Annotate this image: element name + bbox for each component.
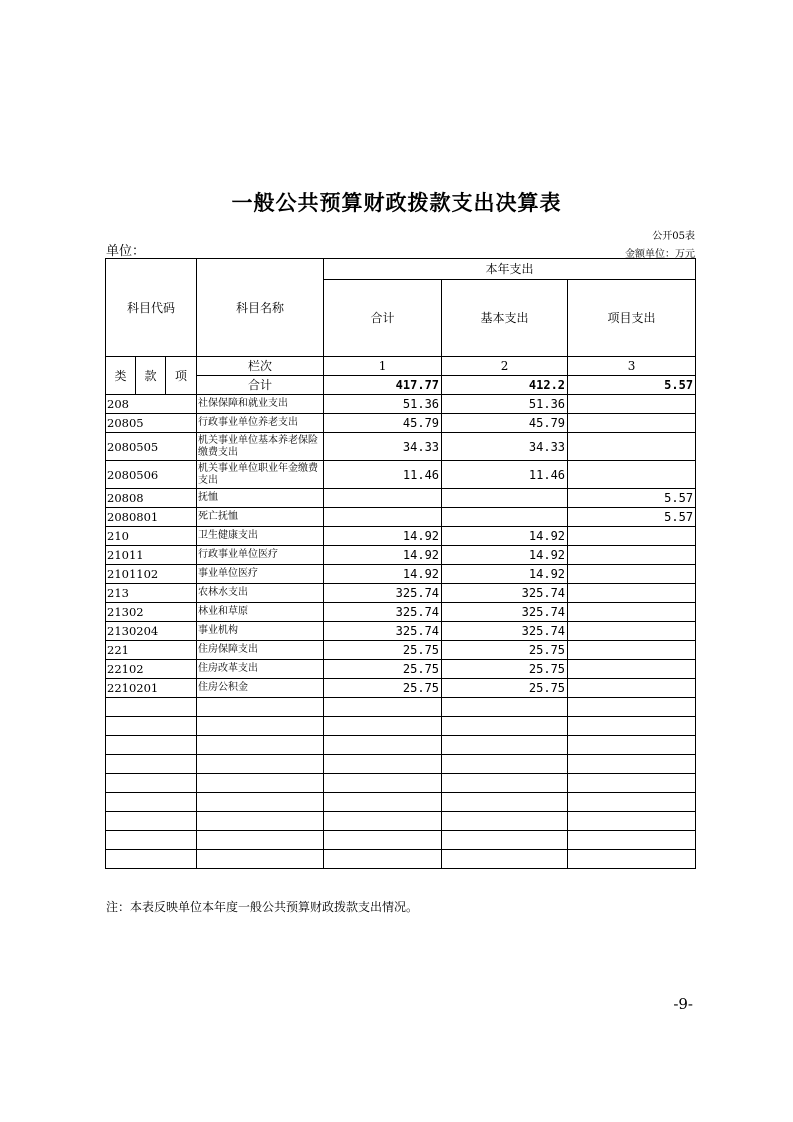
row-basic: 14.92 <box>442 546 568 565</box>
row-project <box>568 698 696 717</box>
row-basic: 51.36 <box>442 395 568 414</box>
row-project <box>568 414 696 433</box>
row-code <box>106 831 197 850</box>
row-name <box>197 698 324 717</box>
row-project <box>568 584 696 603</box>
row-code <box>106 755 197 774</box>
row-total <box>324 736 442 755</box>
row-total <box>324 698 442 717</box>
row-basic: 25.75 <box>442 660 568 679</box>
row-total <box>324 508 442 527</box>
row-project <box>568 527 696 546</box>
row-name: 住房保障支出 <box>197 641 324 660</box>
row-code <box>106 812 197 831</box>
row-code: 20808 <box>106 489 197 508</box>
row-total <box>324 831 442 850</box>
row-total: 325.74 <box>324 603 442 622</box>
row-name <box>197 831 324 850</box>
row-total <box>324 793 442 812</box>
row-name: 行政事业单位养老支出 <box>197 414 324 433</box>
current-year-header: 本年支出 <box>324 259 696 280</box>
row-basic <box>442 755 568 774</box>
row-total: 14.92 <box>324 565 442 584</box>
row-project <box>568 717 696 736</box>
row-basic: 325.74 <box>442 584 568 603</box>
row-name <box>197 793 324 812</box>
row-basic: 325.74 <box>442 622 568 641</box>
row-name <box>197 774 324 793</box>
table-row <box>106 641 696 660</box>
row-name <box>197 736 324 755</box>
row-basic: 34.33 <box>442 433 568 461</box>
basic-header: 基本支出 <box>442 280 568 357</box>
row-code: 2080506 <box>106 461 197 489</box>
row-project <box>568 755 696 774</box>
subject-name-header: 科目名称 <box>197 259 324 357</box>
row-code: 2210201 <box>106 679 197 698</box>
table-row <box>106 565 696 584</box>
lanci-label: 栏次 <box>197 357 324 376</box>
row-project <box>568 812 696 831</box>
total-header: 合计 <box>324 280 442 357</box>
page-title: 一般公共预算财政拨款支出决算表 <box>231 191 562 215</box>
table-row <box>106 603 696 622</box>
row-basic <box>442 793 568 812</box>
row-code: 2101102 <box>106 565 197 584</box>
row-total: 325.74 <box>324 584 442 603</box>
row-name: 行政事业单位医疗 <box>197 546 324 565</box>
row-name: 社保保障和就业支出 <box>197 395 324 414</box>
row-total <box>324 717 442 736</box>
row-code: 210 <box>106 527 197 546</box>
table-note: 注：本表反映单位本年度一般公共预算财政拨款支出情况。 <box>106 900 419 914</box>
row-project <box>568 850 696 869</box>
grand-total: 417.77 <box>324 376 442 395</box>
total-row-label: 合计 <box>197 376 324 395</box>
row-project: 5.57 <box>568 508 696 527</box>
row-project <box>568 679 696 698</box>
amount-unit: 金额单位：万元 <box>625 249 695 260</box>
grand-project: 5.57 <box>568 376 696 395</box>
row-total: 34.33 <box>324 433 442 461</box>
row-basic <box>442 831 568 850</box>
table-row <box>106 679 696 698</box>
row-project: 5.57 <box>568 489 696 508</box>
table-row <box>106 793 696 812</box>
row-total: 11.46 <box>324 461 442 489</box>
row-basic: 14.92 <box>442 565 568 584</box>
row-project <box>568 395 696 414</box>
row-basic <box>442 508 568 527</box>
row-basic <box>442 850 568 869</box>
table-row <box>106 546 696 565</box>
row-code <box>106 850 197 869</box>
xiang-header: 项 <box>166 357 197 395</box>
row-name: 住房改革支出 <box>197 660 324 679</box>
row-basic <box>442 717 568 736</box>
row-project <box>568 433 696 461</box>
kuan-header: 款 <box>136 357 166 395</box>
row-code <box>106 717 197 736</box>
row-name <box>197 755 324 774</box>
row-code <box>106 774 197 793</box>
table-row <box>106 395 696 414</box>
table-row <box>106 508 696 527</box>
row-code: 22102 <box>106 660 197 679</box>
col-index-1: 1 <box>324 357 442 376</box>
row-code: 20805 <box>106 414 197 433</box>
table-row <box>106 660 696 679</box>
col-index-2: 2 <box>442 357 568 376</box>
row-name: 卫生健康支出 <box>197 527 324 546</box>
row-total: 14.92 <box>324 546 442 565</box>
row-name <box>197 812 324 831</box>
row-total: 14.92 <box>324 527 442 546</box>
table-row <box>106 755 696 774</box>
table-row <box>106 774 696 793</box>
project-header: 项目支出 <box>568 280 696 357</box>
row-project <box>568 736 696 755</box>
row-code: 221 <box>106 641 197 660</box>
row-total: 51.36 <box>324 395 442 414</box>
row-name: 死亡抚恤 <box>197 508 324 527</box>
row-basic: 25.75 <box>442 641 568 660</box>
row-total: 45.79 <box>324 414 442 433</box>
table-row <box>106 489 696 508</box>
table-row <box>106 414 696 433</box>
unit-label: 单位： <box>106 244 146 259</box>
row-basic <box>442 812 568 831</box>
row-project <box>568 546 696 565</box>
row-code: 213 <box>106 584 197 603</box>
row-code: 2080505 <box>106 433 197 461</box>
row-code <box>106 793 197 812</box>
row-total: 25.75 <box>324 641 442 660</box>
form-number: 公开05表 <box>652 231 695 242</box>
row-total: 25.75 <box>324 679 442 698</box>
page-number: -9- <box>673 995 693 1013</box>
row-basic: 45.79 <box>442 414 568 433</box>
row-project <box>568 622 696 641</box>
row-name: 抚恤 <box>197 489 324 508</box>
table-row <box>106 527 696 546</box>
row-code: 21011 <box>106 546 197 565</box>
table-row <box>106 850 696 869</box>
table-row <box>106 622 696 641</box>
row-basic <box>442 698 568 717</box>
table-row <box>106 831 696 850</box>
table-row <box>106 584 696 603</box>
row-project <box>568 831 696 850</box>
row-code: 21302 <box>106 603 197 622</box>
subject-code-header: 科目代码 <box>106 259 197 357</box>
row-code <box>106 698 197 717</box>
table-row <box>106 812 696 831</box>
row-total: 325.74 <box>324 622 442 641</box>
col-index-3: 3 <box>568 357 696 376</box>
row-name: 机关事业单位职业年金缴费支出 <box>197 461 324 489</box>
row-total: 25.75 <box>324 660 442 679</box>
budget-table <box>105 258 696 869</box>
lei-header: 类 <box>106 357 136 395</box>
row-code <box>106 736 197 755</box>
row-basic <box>442 736 568 755</box>
row-total <box>324 755 442 774</box>
row-project <box>568 774 696 793</box>
table-row <box>106 717 696 736</box>
row-name: 住房公积金 <box>197 679 324 698</box>
row-basic: 325.74 <box>442 603 568 622</box>
row-basic <box>442 489 568 508</box>
table-row <box>106 433 696 461</box>
row-code: 2130204 <box>106 622 197 641</box>
row-project <box>568 793 696 812</box>
row-basic: 14.92 <box>442 527 568 546</box>
row-code: 2080801 <box>106 508 197 527</box>
row-total <box>324 850 442 869</box>
row-name: 农林水支出 <box>197 584 324 603</box>
row-name <box>197 717 324 736</box>
row-project <box>568 603 696 622</box>
table-row <box>106 698 696 717</box>
row-total <box>324 812 442 831</box>
row-basic: 11.46 <box>442 461 568 489</box>
row-basic <box>442 774 568 793</box>
row-total <box>324 489 442 508</box>
row-name: 事业机构 <box>197 622 324 641</box>
row-name: 林业和草原 <box>197 603 324 622</box>
row-basic: 25.75 <box>442 679 568 698</box>
table-row <box>106 461 696 489</box>
row-project <box>568 641 696 660</box>
row-name <box>197 850 324 869</box>
row-name: 事业单位医疗 <box>197 565 324 584</box>
row-project <box>568 461 696 489</box>
row-project <box>568 660 696 679</box>
row-code: 208 <box>106 395 197 414</box>
grand-basic: 412.2 <box>442 376 568 395</box>
row-name: 机关事业单位基本养老保险缴费支出 <box>197 433 324 461</box>
table-row <box>106 736 696 755</box>
row-project <box>568 565 696 584</box>
row-total <box>324 774 442 793</box>
